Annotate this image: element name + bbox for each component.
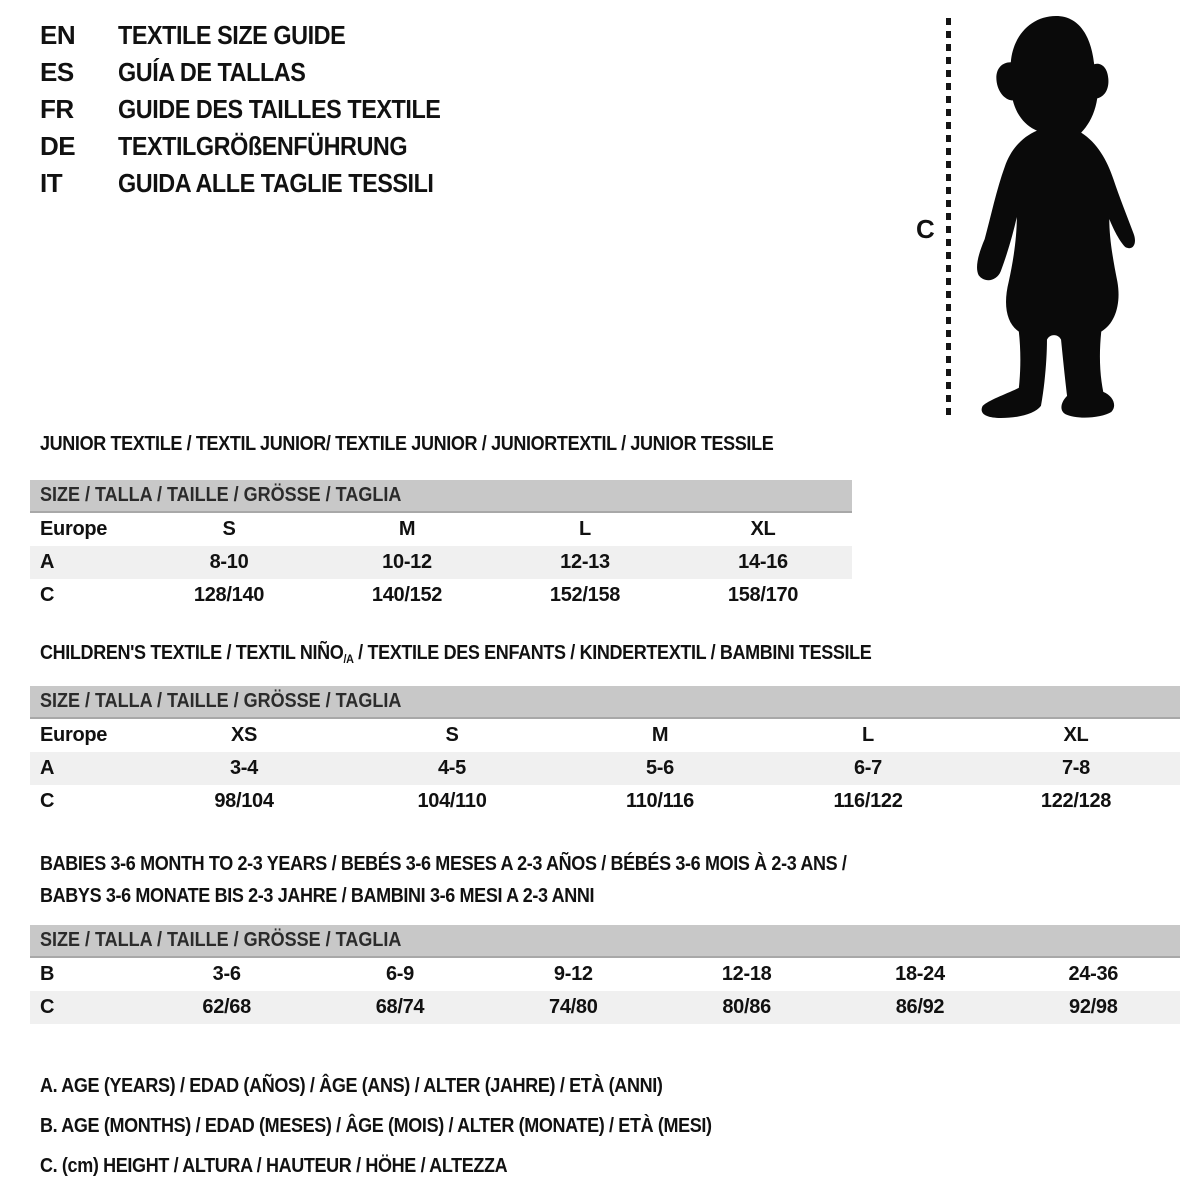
language-title-es: GUÍA DE TALLAS — [118, 57, 306, 87]
junior-row-age — [30, 546, 852, 579]
row-label: A — [40, 757, 55, 779]
language-title-fr: GUIDE DES TAILLES TEXTILE — [118, 94, 441, 124]
legend-line-b — [40, 1106, 786, 1146]
junior-section-title-text: JUNIOR TEXTILE / TEXTIL JUNIOR/ TEXTILE JUNIOR / JUNIORTEXTIL / JUNIOR TESSILE — [40, 433, 774, 455]
babies-table-header-bar — [30, 925, 1180, 958]
junior-section-title — [40, 433, 855, 456]
age-cell: 8-10 — [209, 551, 249, 573]
months-cell: 24-36 — [1068, 963, 1119, 985]
height-cell: 158/170 — [727, 584, 799, 606]
language-row-es — [40, 54, 476, 91]
legend-c-text: C. (cm) HEIGHT / ALTURA / HAUTEUR / HÖHE / ALTEZZA — [40, 1155, 508, 1177]
language-title-it: GUIDA ALLE TAGLIE TESSILI — [118, 168, 434, 198]
legend-b-text: B. AGE (MONTHS) / EDAD (MESES) / ÂGE (MOIS) / ALTER (MONATE) / ETÀ (MESI) — [40, 1115, 712, 1137]
language-code-es: ES — [40, 57, 74, 87]
children-section-title — [40, 642, 964, 666]
junior-size-table — [30, 480, 852, 612]
legend-a-text: A. AGE (YEARS) / EDAD (AÑOS) / ÂGE (ANS) / ALTER (JAHRE) / ETÀ (ANNI) — [40, 1075, 663, 1097]
size-cell: M — [398, 518, 416, 540]
babies-size-table — [30, 925, 1180, 1024]
language-row-fr — [40, 91, 476, 128]
babies-row-months — [30, 958, 1180, 991]
children-title-suffix: / TEXTILE DES ENFANTS / KINDERTEXTIL / BAMBINI TESSILE — [353, 642, 872, 664]
age-cell: 14-16 — [738, 551, 788, 573]
toddler-silhouette-icon — [958, 12, 1144, 420]
height-cell: 68/74 — [375, 996, 425, 1018]
babies-row-height — [30, 991, 1180, 1024]
measure-legend — [40, 1066, 786, 1186]
height-cell: 92/98 — [1069, 996, 1118, 1018]
babies-title-line1: BABIES 3-6 MONTH TO 2-3 YEARS / BEBÉS 3-6 MESES A 2-3 AÑOS / BÉBÉS 3-6 MOIS À 2-3 ANS / — [40, 853, 847, 875]
months-cell: 9-12 — [553, 963, 593, 985]
months-cell: 3-6 — [212, 963, 241, 985]
months-cell: 6-9 — [385, 963, 414, 985]
row-label: Europe — [40, 518, 108, 540]
children-table-header-bar — [30, 686, 1180, 719]
children-title-prefix: CHILDREN'S TEXTILE / TEXTIL NIÑO — [40, 642, 344, 664]
legend-line-c — [40, 1146, 786, 1186]
height-cell: 140/152 — [371, 584, 443, 606]
junior-table-header-bar — [30, 480, 852, 513]
children-section-title-text — [40, 642, 871, 666]
language-row-de — [40, 128, 476, 165]
height-cell: 110/116 — [626, 790, 694, 812]
legend-line-a — [40, 1066, 786, 1106]
height-cell: 62/68 — [202, 996, 251, 1018]
height-dashed-line — [946, 18, 951, 416]
height-cell: 128/140 — [193, 584, 265, 606]
age-cell: 4-5 — [437, 757, 466, 779]
height-cell: 74/80 — [549, 996, 598, 1018]
language-row-en — [40, 17, 476, 54]
language-code-fr: FR — [40, 94, 74, 124]
language-code-it: IT — [40, 168, 63, 198]
babies-title-line2: BABYS 3-6 MONATE BIS 2-3 JAHRE / BAMBINI 3-6 MESI A 2-3 ANNI — [40, 885, 595, 907]
height-cell: 152/158 — [549, 584, 621, 606]
babies-section-title — [40, 848, 936, 912]
row-label: Europe — [40, 724, 108, 746]
size-cell: XS — [230, 724, 258, 746]
language-code-de: DE — [40, 131, 76, 161]
size-cell: M — [651, 724, 669, 746]
age-cell: 10-12 — [382, 551, 432, 573]
height-cell: 80/86 — [722, 996, 771, 1018]
age-cell: 12-13 — [560, 551, 610, 573]
size-cell: XL — [750, 518, 776, 540]
age-cell: 7-8 — [1061, 757, 1090, 779]
row-label: C — [40, 996, 55, 1018]
children-title-subscript: /A — [343, 652, 354, 666]
age-cell: 5-6 — [645, 757, 674, 779]
size-cell: S — [445, 724, 459, 746]
children-row-height — [30, 785, 1180, 818]
babies-size-header-label: SIZE / TALLA / TAILLE / GRÖSSE / TAGLIA — [40, 929, 402, 951]
language-title-en: TEXTILE SIZE GUIDE — [118, 20, 346, 50]
height-cell: 98/104 — [214, 790, 274, 812]
children-size-table — [30, 686, 1180, 818]
size-cell: XL — [1063, 724, 1089, 746]
height-cell: 104/110 — [417, 790, 487, 812]
height-cell: 86/92 — [895, 996, 945, 1018]
children-size-header-label: SIZE / TALLA / TAILLE / GRÖSSE / TAGLIA — [40, 690, 402, 712]
age-cell: 6-7 — [853, 757, 882, 779]
language-title-list — [40, 17, 476, 202]
months-cell: 18-24 — [895, 963, 945, 985]
age-cell: 3-4 — [229, 757, 258, 779]
row-label: C — [40, 790, 55, 812]
row-label: C — [40, 584, 55, 606]
size-cell: S — [222, 518, 236, 540]
junior-row-europe — [30, 513, 852, 546]
size-cell: L — [862, 724, 874, 746]
language-row-it — [40, 165, 476, 202]
height-measure-label: C — [916, 214, 935, 244]
height-cell: 122/128 — [1040, 790, 1112, 812]
months-cell: 12-18 — [721, 963, 772, 985]
row-label: A — [40, 551, 55, 573]
language-title-de: TEXTILGRÖßENFÜHRUNG — [118, 131, 408, 161]
junior-size-header-label: SIZE / TALLA / TAILLE / GRÖSSE / TAGLIA — [40, 484, 402, 506]
children-row-europe — [30, 719, 1180, 752]
size-cell: L — [579, 518, 591, 540]
children-row-age — [30, 752, 1180, 785]
row-label: B — [40, 963, 55, 985]
height-cell: 116/122 — [833, 790, 903, 812]
language-code-en: EN — [40, 20, 76, 50]
junior-row-height — [30, 579, 852, 612]
